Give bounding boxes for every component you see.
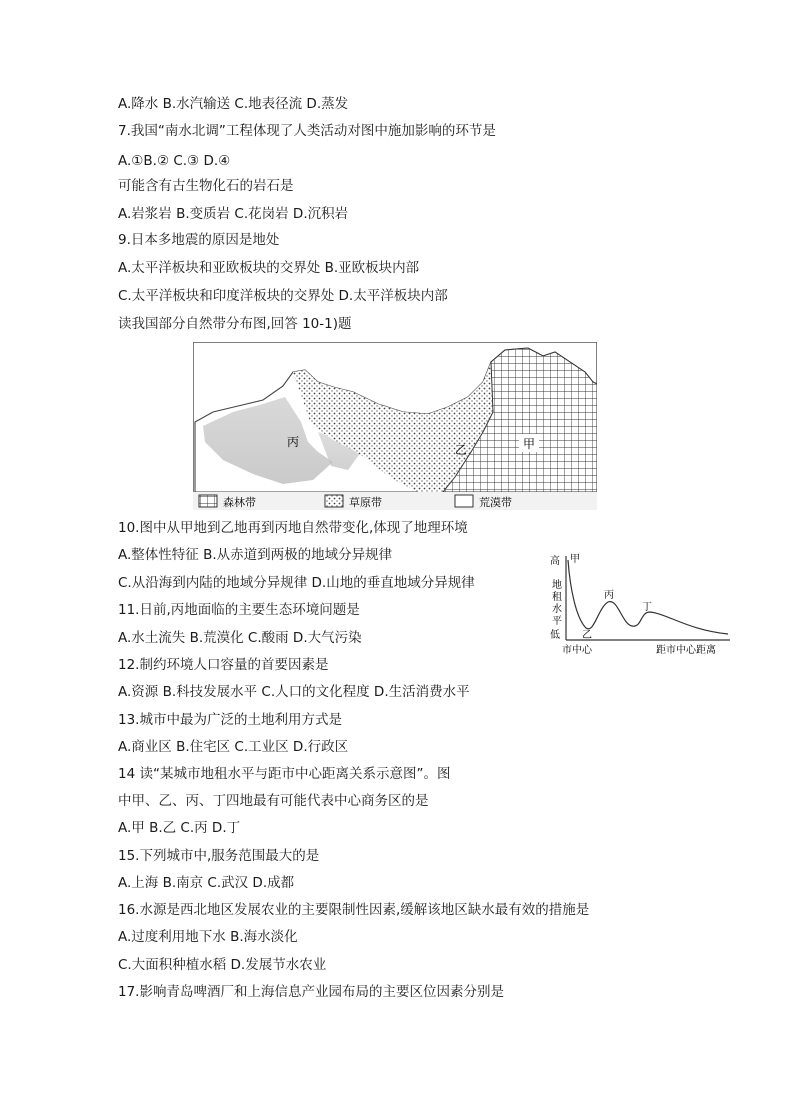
text-line: 可能含有古生物化石的岩石是 [118, 178, 294, 194]
legend-grassland-swatch [325, 495, 343, 507]
natural-zone-map [193, 342, 597, 510]
land-rent-chart [548, 548, 732, 658]
text-line: A.降水 B.水汽输送 C.地表径流 D.蒸发 [118, 96, 349, 112]
legend-grassland-label: 草原带 [349, 496, 382, 509]
text-line: 14 读“某城市地租水平与距市中心距离关系示意图”。图 [118, 766, 451, 782]
text-line: 16.水源是西北地区发展农业的主要限制性因素,缓解该地区缺水最有效的措施是 [118, 902, 590, 918]
y-high-label: 高 [550, 556, 560, 567]
legend-forest-swatch [199, 495, 217, 507]
y-axis-title-1: 地 [552, 580, 562, 591]
point-jia: 甲 [570, 554, 580, 565]
text-line: A.商业区 B.住宅区 C.工业区 D.行政区 [118, 739, 349, 755]
text-line: A.①B.② C.③ D.④ [118, 153, 231, 169]
text-line: A.太平洋板块和亚欧板块的交界处 B.亚欧板块内部 [118, 260, 420, 276]
text-line: A.过度利用地下水 B.海水淡化 [118, 929, 298, 945]
text-line: 9.日本多地震的原因是地处 [118, 232, 280, 248]
point-ding: 丁 [642, 602, 652, 613]
legend-desert-label: 荒漠带 [479, 496, 512, 509]
label-jia: 甲 [522, 437, 536, 451]
label-bing: 丙 [286, 435, 300, 449]
x-origin-label: 市中心 [562, 645, 592, 656]
text-line: 10.图中从甲地到乙地再到丙地自然带变化,体现了地理环境 [118, 520, 468, 536]
text-line: A.资源 B.科技发展水平 C.人口的文化程度 D.生活消费水平 [118, 684, 470, 700]
text-line: 中甲、乙、丙、丁四地最有可能代表中心商务区的是 [118, 793, 429, 809]
point-yi: 乙 [582, 630, 592, 641]
text-line: A.岩浆岩 B.变质岩 C.花岗岩 D.沉积岩 [118, 206, 349, 222]
label-yi: 乙 [454, 443, 468, 457]
legend-desert-swatch [455, 495, 473, 507]
text-line: A.甲 B.乙 C.丙 D.丁 [118, 820, 241, 836]
text-line: 13.城市中最为广泛的土地利用方式是 [118, 712, 342, 728]
text-line: 17.影响青岛啤酒厂和上海信息产业园布局的主要区位因素分别是 [118, 984, 504, 1000]
point-bing: 丙 [604, 590, 614, 601]
text-line: 15.下列城市中,服务范围最大的是 [118, 848, 320, 864]
legend-forest-label: 森林带 [223, 496, 256, 509]
text-line: A.上海 B.南京 C.武汉 D.成都 [118, 875, 295, 891]
y-axis-title [552, 578, 562, 627]
y-low-label: 低 [550, 630, 560, 641]
text-line: C.从沿海到内陆的地域分异规律 D.山地的垂直地域分异规律 [118, 575, 475, 591]
y-axis-title-4: 平 [552, 616, 562, 627]
text-line: A.整体性特征 B.从赤道到两极的地域分异规律 [118, 547, 393, 563]
text-line: 读我国部分自然带分布图,回答 10-1)题 [118, 316, 352, 332]
text-line: A.水土流失 B.荒漠化 C.酸雨 D.大气污染 [118, 630, 362, 646]
y-axis-title-2: 租 [552, 592, 562, 603]
y-axis-title-3: 水 [552, 604, 562, 615]
x-axis-title: 距市中心距离 [656, 645, 716, 656]
text-line: C.太平洋板块和印度洋板块的交界处 D.太平洋板块内部 [118, 288, 448, 304]
text-line: C.大面积种植水稻 D.发展节水农业 [118, 957, 327, 973]
text-line: 12.制约环境人口容量的首要因素是 [118, 657, 329, 673]
text-line: 11.日前,丙地面临的主要生态环境问题是 [118, 602, 360, 618]
text-line: 7.我国“南水北调”工程体现了人类活动对图中施加影响的环节是 [118, 123, 496, 139]
